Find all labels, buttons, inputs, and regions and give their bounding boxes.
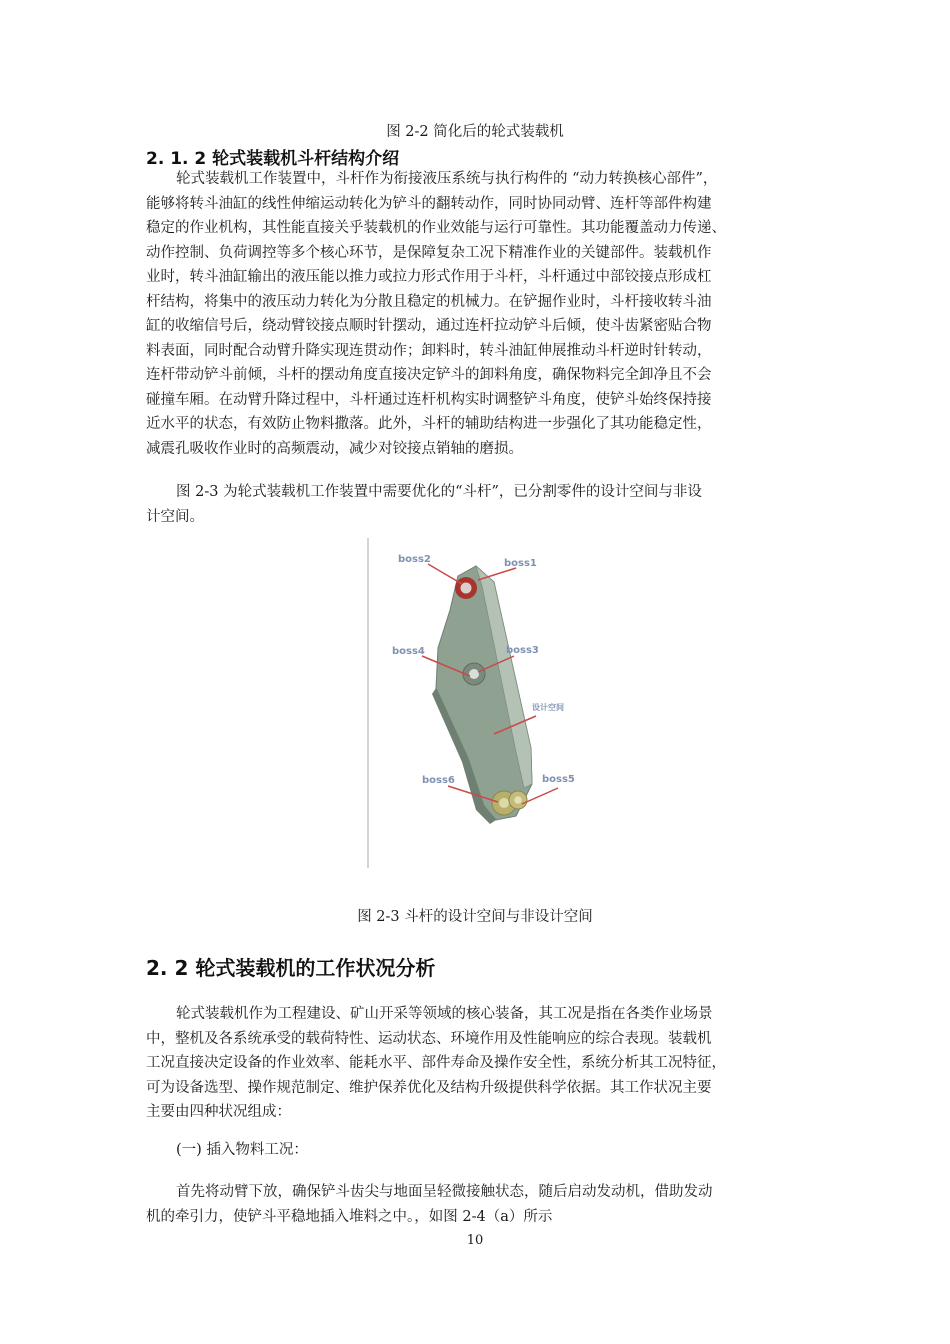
paragraph-line: 工况直接决定设备的作业效率、能耗水平、部件寿命及操作安全性，系统分析其工况特征， xyxy=(146,1055,726,1071)
paragraph-line: 首先将动臂下放，确保铲斗齿尖与地面呈轻微接触状态，随后启动发动机，借助发动 xyxy=(176,1184,713,1200)
lever-arm-diagram xyxy=(366,538,586,868)
paragraph-line: 计空间。 xyxy=(146,508,204,525)
boss3-label: boss3 xyxy=(506,645,539,656)
subheading-text: (一) 插入物料工况： xyxy=(176,1142,308,1158)
paragraph-line: 动作控制、负荷调控等多个核心环节，是保障复杂工况下精准作业的关键部件。装载机作 xyxy=(146,244,712,261)
insert-material-paragraph xyxy=(146,1180,808,1229)
paragraph-line: 近水平的状态，有效防止物料撒落。此外，斗杆的辅助结构进一步强化了其功能稳定性， xyxy=(146,416,712,432)
paragraph-line: 杆结构，将集中的液压动力转化为分散且稳定的机械力。在铲掘作业时，斗杆接收转斗油 xyxy=(146,293,712,310)
section-2-1-2-paragraph xyxy=(146,167,808,461)
paragraph-line: 机的牵引力，使铲斗平稳地插入堆料之中。，如图 2-4（a）所示 xyxy=(146,1208,553,1225)
section-2-1-2-heading: 2. 1. 2 轮式装载机斗杆结构介绍 xyxy=(146,149,400,169)
paragraph-line: 减震孔吸收作业时的高频震动，减少对铰接点销轴的磨损。 xyxy=(146,440,523,457)
section-2-2-heading: 2. 2 轮式装载机的工作状况分析 xyxy=(146,956,436,980)
figure-2-3-image xyxy=(366,538,586,868)
boss6-label: boss6 xyxy=(422,775,455,786)
boss5-label: boss5 xyxy=(542,774,575,785)
insert-material-subheading xyxy=(146,1138,808,1163)
page-number: 10 xyxy=(466,1233,484,1248)
paragraph-line: 稳定的作业机构，其性能直接关乎装载机的作业效能与运行可靠性。其功能覆盖动力传递、 xyxy=(146,220,726,236)
figure-2-2-caption: 图 2-2 简化后的轮式装载机 xyxy=(386,124,564,140)
design-space-label: 设计空间 xyxy=(532,703,564,712)
paragraph-line: 可为设备选型、操作规范制定、维护保养优化及结构升级提供科学依据。其工作状况主要 xyxy=(146,1079,712,1096)
figure-2-3-caption: 图 2-3 斗杆的设计空间与非设计空间 xyxy=(357,909,593,925)
paragraph-line: 业时，转斗油缸输出的液压能以推力或拉力形式作用于斗杆，斗杆通过中部铰接点形成杠 xyxy=(146,269,712,285)
paragraph-line: 料表面，同时配合动臂升降实现连贯动作；卸料时，转斗油缸伸展推动斗杆逆时针转动， xyxy=(146,342,712,359)
paragraph-line: 碰撞车厢。在动臂升降过程中，斗杆通过连杆机构实时调整铲斗角度，使铲斗始终保持接 xyxy=(146,391,712,408)
paragraph-line: 连杆带动铲斗前倾，斗杆的摆动角度直接决定铲斗的卸料角度，确保物料完全卸净且不会 xyxy=(146,367,712,383)
boss4-label: boss4 xyxy=(392,646,425,657)
paragraph-line: 图 2-3 为轮式装载机工作装置中需要优化的“斗杆”，已分割零件的设计空间与非设 xyxy=(176,484,702,500)
boss1-label: boss1 xyxy=(504,558,537,569)
figure-2-3-intro xyxy=(146,480,808,529)
paragraph-line: 轮式装载机作为工程建设、矿山开采等领域的核心装备，其工况是指在各类作业场景 xyxy=(176,1006,713,1022)
paragraph-line: 轮式装载机工作装置中，斗杆作为衔接液压系统与执行构件的 “动力转换核心部件”， xyxy=(176,171,718,187)
section-2-2-paragraph xyxy=(146,1002,808,1125)
paragraph-line: 主要由四种状况组成： xyxy=(146,1104,291,1120)
paragraph-line: 中，整机及各系统承受的载荷特性、运动状态、环境作用及性能响应的综合表现。装载机 xyxy=(146,1030,712,1047)
paragraph-line: 能够将转斗油缸的线性伸缩运动转化为铲斗的翻转动作，同时协同动臂、连杆等部件构建 xyxy=(146,195,712,212)
paragraph-line: 缸的收缩信号后，绕动臂铰接点顺时针摆动，通过连杆拉动铲斗后倾，使斗齿紧密贴合物 xyxy=(146,318,712,334)
boss2-label: boss2 xyxy=(398,554,431,565)
